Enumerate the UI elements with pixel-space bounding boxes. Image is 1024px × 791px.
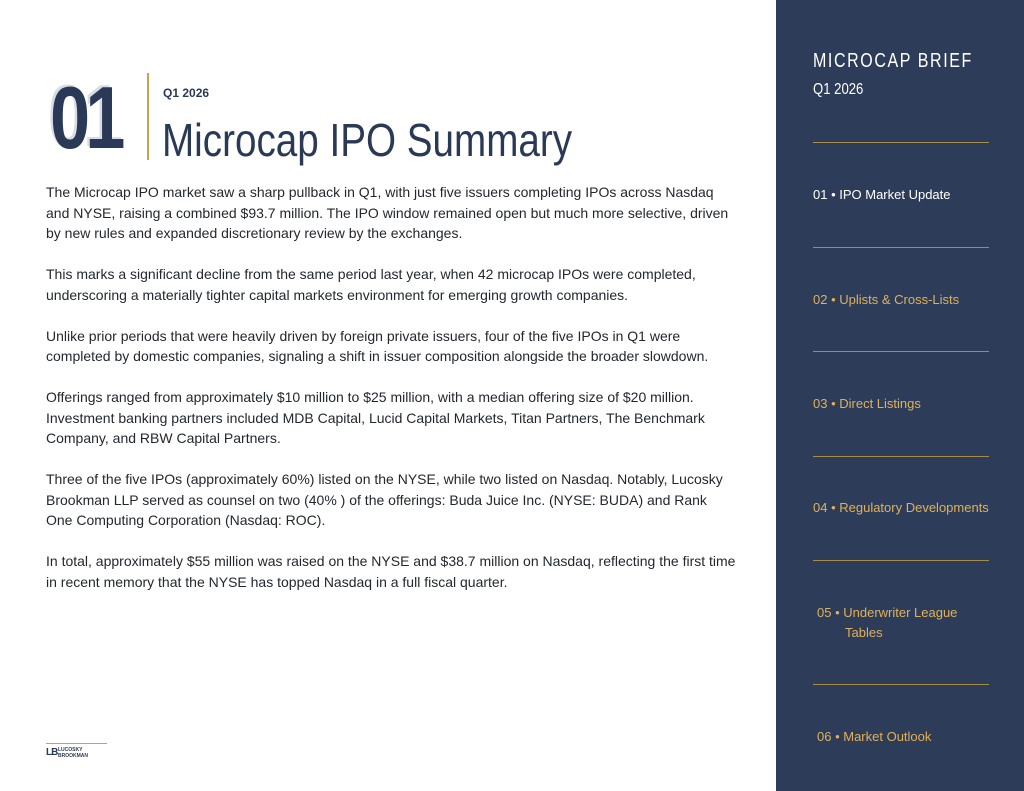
company-logo: [46, 743, 108, 759]
nav-item-market-outlook[interactable]: 06 • Market Outlook: [817, 729, 932, 744]
logo-wordmark: [58, 747, 88, 759]
body-text: [46, 182, 736, 613]
quarter-label: Q1 2026: [163, 86, 210, 100]
title-divider: [147, 73, 149, 160]
sidebar-divider: [813, 684, 989, 685]
nav-item-uplists-cross-lists[interactable]: 02 • Uplists & Cross-Lists: [813, 292, 960, 307]
logo-mark: LB: [46, 747, 58, 758]
sidebar-title: MICROCAP BRIEF: [813, 50, 973, 72]
paragraph-3: Unlike prior periods that were heavily driven by foreign private issuers, four of the five IPOs in Q1 were completed by domestic companies, signaling a shift in issuer composition alongside the broader slowdown.: [46, 327, 709, 364]
sidebar-divider: [813, 351, 989, 352]
nav-item-label-line-2: Tables: [845, 625, 883, 640]
sidebar-divider: [813, 247, 989, 248]
logo-line-2: BROOKMAN: [58, 753, 88, 759]
paragraph-5: Three of the five IPOs (approximately 60%) listed on the NYSE, while two listed on Nasdaq. Notably, Lucosky Brookman LLP served as counsel on two (40% ) of the offerings: Buda Juice Inc. (NYSE: BUDA) and Rank One Computing Corporation (Nasdaq: ROC).: [46, 471, 723, 528]
paragraph-1: The Microcap IPO market saw a sharp pullback in Q1, with just five issuers completing IPOs across Nasdaq and NYSE, raising a combined $93.7 million. The IPO window remained open but much more selective, driven by new rules and expanded discretionary review by the exchanges.: [46, 184, 729, 241]
nav-item-underwriter-league-tables[interactable]: [817, 603, 957, 643]
sidebar-divider: [813, 456, 989, 457]
logo-line-1: LUCOSKY: [58, 747, 83, 753]
section-number: 01: [50, 68, 121, 167]
nav-item-direct-listings[interactable]: 03 • Direct Listings: [813, 396, 921, 411]
nav-item-ipo-market-update[interactable]: 01 • IPO Market Update: [813, 187, 951, 202]
paragraph-4: Offerings ranged from approximately $10 million to $25 million, with a median offering size of $20 million. Investment banking partners included MDB Capital, Lucid Capital Markets, Titan Partners, The Benchmark Company, and RBW Capital Partners.: [46, 389, 705, 446]
sidebar-divider: [813, 142, 989, 143]
nav-item-label-line-1: 05 • Underwriter League: [817, 605, 958, 620]
paragraph-6: In total, approximately $55 million was raised on the NYSE and $38.7 million on Nasdaq, reflecting the first time in recent memory that the NYSE has topped Nasdaq in a full fiscal quarter.: [46, 553, 736, 590]
paragraph-2: This marks a significant decline from the same period last year, when 42 microcap IPOs were completed, underscoring a materially tighter capital markets environment for emerging growth companies.: [46, 266, 696, 303]
logo-rule: [46, 743, 107, 744]
sidebar-subtitle: Q1 2026: [813, 81, 864, 98]
sidebar-divider: [813, 560, 989, 561]
page-title: Microcap IPO Summary: [162, 114, 573, 166]
nav-item-regulatory-developments[interactable]: 04 • Regulatory Developments: [813, 500, 989, 515]
sidebar: [776, 0, 1024, 791]
